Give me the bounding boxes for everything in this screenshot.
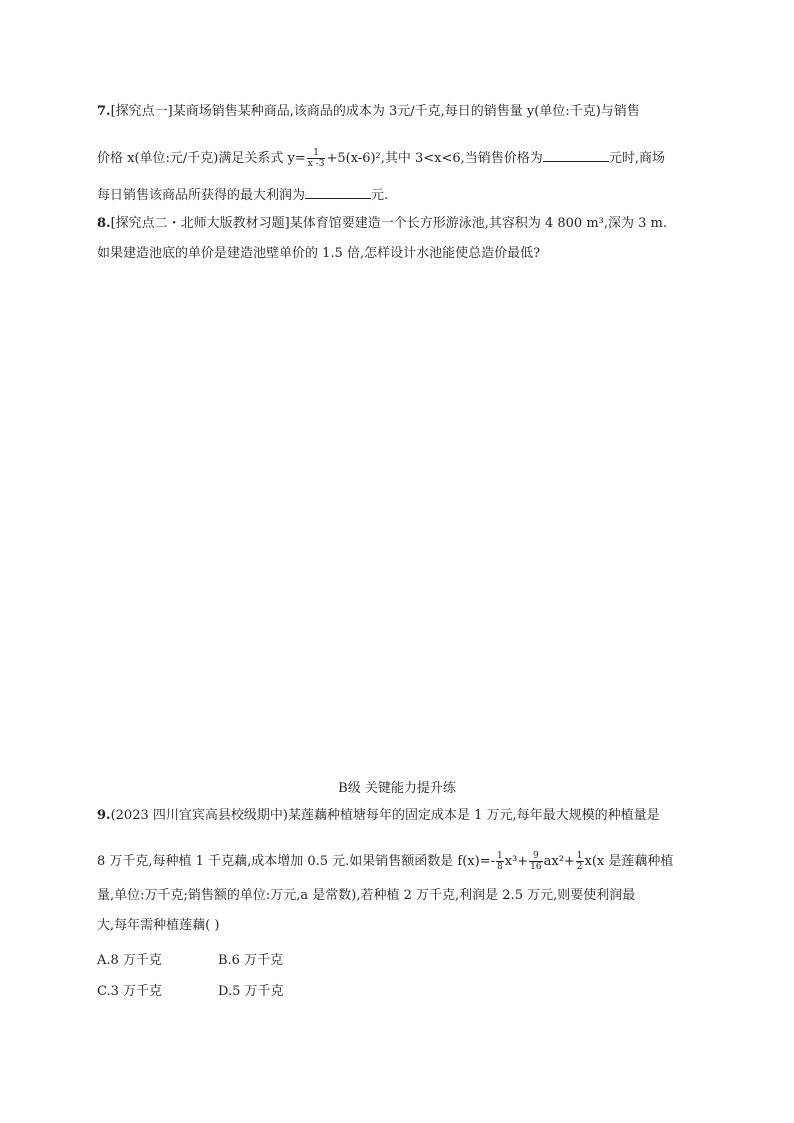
section-title: B级 关键能力提升练	[338, 781, 456, 796]
q9-line-2	[97, 851, 673, 872]
q8-text-1: [探究点二・北师大版教材习题]某体育馆要建造一个长方形游泳池,其容积为 4 800 m³,深为 3 m.	[110, 216, 668, 231]
q9-text-1: (2023 四川宜宾高县校级期中)某莲藕种植塘每年的固定成本是 1 万元,每年最大规模的种植量是	[110, 808, 660, 823]
q9-f3-num: 1	[576, 851, 583, 861]
q9-text-2c: ax²+	[543, 854, 575, 869]
q8-text-2: 如果建造池底的单价是建造池壁单价的 1.5 倍,怎样设计水池能使总造价最低?	[97, 246, 541, 261]
q7-line-3	[97, 184, 388, 205]
q9-line-4	[97, 917, 219, 935]
q9-f1-den: 8	[496, 862, 503, 872]
q8-line-2	[97, 245, 540, 263]
option-b[interactable]: B.6 万千克	[218, 953, 284, 968]
q8-number: 8.	[97, 216, 111, 231]
q7-text-2c: 元时,商场	[608, 151, 665, 166]
q8-line-1	[97, 215, 667, 233]
q7-text-2b: +5(x-6)²,其中 3<x<6,当销售价格为	[326, 151, 543, 166]
q7-line-1	[97, 103, 640, 121]
q9-number: 9.	[97, 808, 111, 823]
q9-f2-num: 9	[533, 851, 539, 861]
q9-text-2a: 8 万千克,每种植 1 千克藕,成本增加 0.5 元.如果销售额函数是 f(x)=-	[97, 854, 495, 869]
q9-text-3: 量,单位:万千克;销售额的单位:万元,a 是常数),若种植 2 万千克,利润是 2.5 万元,则要使利润最	[97, 888, 636, 903]
q7-frac-den: x -3	[307, 159, 325, 169]
q9-fraction-2	[529, 851, 542, 872]
q9-text-2b: x³+	[504, 854, 529, 869]
q7-line-2	[97, 147, 665, 169]
q9-f3-den: 2	[576, 862, 583, 872]
option-c[interactable]: C.3 万千克	[97, 984, 163, 999]
q9-f1-num: 1	[496, 851, 503, 861]
option-d[interactable]: D.5 万千克	[218, 984, 284, 999]
option-a[interactable]: A.8 万千克	[97, 953, 162, 968]
q7-answer-blank-2[interactable]	[305, 184, 371, 199]
q9-f2-den: 16	[530, 862, 542, 872]
q7-text-3b: 元.	[371, 188, 389, 203]
q7-text-2a: 价格 x(单位:元/千克)满足关系式 y=	[97, 151, 306, 166]
q9-fraction-1	[496, 851, 504, 872]
q9-text-2d: x(x 是莲藕种植	[584, 854, 674, 869]
q7-answer-blank-1[interactable]	[543, 147, 609, 162]
q7-text-3a: 每日销售该商品所获得的最大利润为	[97, 188, 306, 203]
q9-line-1	[97, 807, 660, 825]
q7-frac-num: 1	[313, 148, 319, 158]
q9-text-4: 大,每年需种植莲藕( )	[97, 918, 220, 933]
q7-text-1: [探究点一]某商场销售某种商品,该商品的成本为 3元/千克,每日的销售量 y(单位:千克)与销售	[110, 104, 640, 119]
q9-fraction-3	[576, 851, 584, 872]
q7-fraction	[307, 148, 326, 169]
q7-number: 7.	[97, 104, 111, 119]
q9-line-3	[97, 887, 635, 905]
